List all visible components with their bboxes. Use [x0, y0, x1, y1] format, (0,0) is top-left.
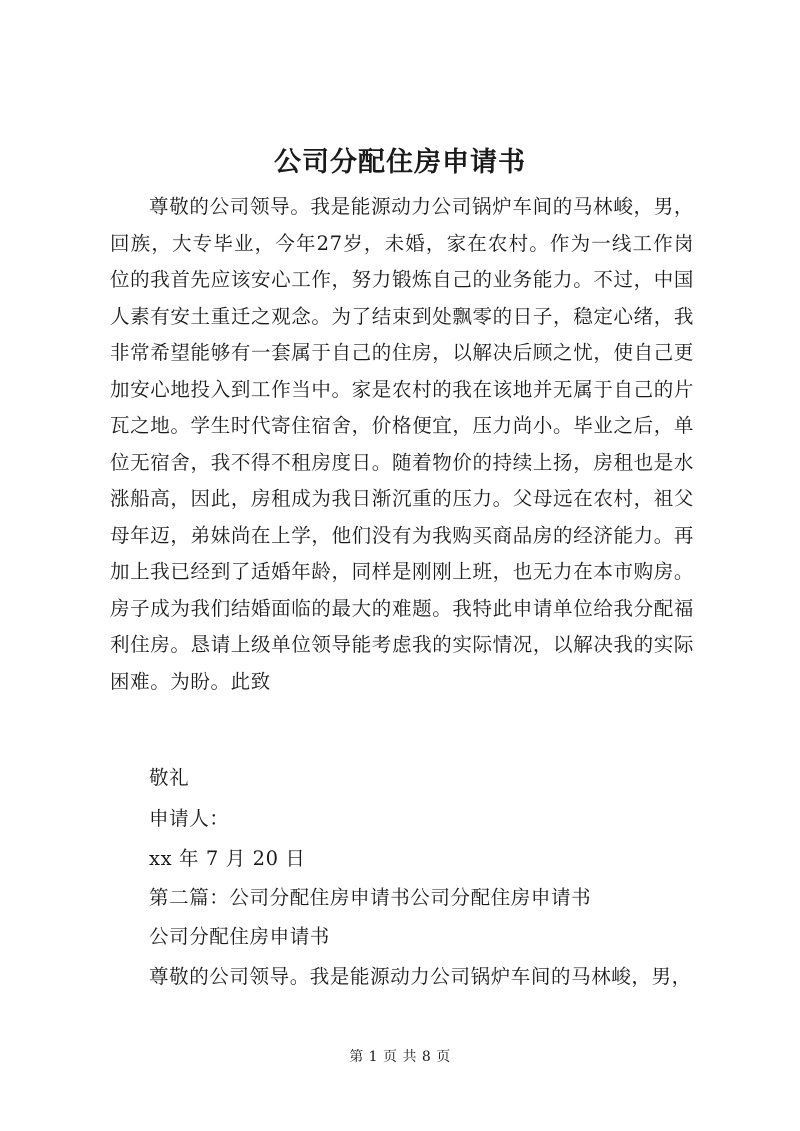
letter-date: xx 年 7 月 20 日 — [149, 847, 306, 870]
second-section-heading: 第二篇：公司分配住房申请书公司分配住房申请书 — [149, 886, 592, 909]
second-section-body-start: 尊敬的公司领导。我是能源动力公司锅炉车间的马林峻，男， — [149, 965, 692, 988]
document-title: 公司分配住房申请书 — [274, 147, 526, 178]
second-section-title: 公司分配住房申请书 — [149, 925, 330, 948]
page-footer: 第 1 页 共 8 页 — [349, 1049, 451, 1065]
salutation: 敬礼 — [149, 766, 190, 789]
applicant-label: 申请人： — [149, 807, 230, 830]
letter-body: 尊敬的公司领导。我是能源动力公司锅炉车间的马林峻，男，回族，大专毕业，今年27岁，未婚，家在农村。作为一线工作岗位的我首先应该安心工作，努力锻炼自己的业务能力。不过，中国人素有安土重迁之观念。为了结束到处飘零的日子，稳定心绪，我非常希望能够有一套属于自己的住房，以解决后顾之忧，使自己更加安心地投入到工作当中。家是农村的我在该地并无属于自己的片瓦之地。学生时代寄住宿舍，价格便宜，压力尚小。毕业之后，单位无宿舍，我不得不租房度日。随着物价的持续上扬，房租也是水涨船高，因此，房租成为我日渐沉重的压力。父母远在农村，祖父母年迈，弟妹尚在上学，他们没有为我购买商品房的经济能力。再加上我已经到了适婚年龄，同样是刚刚上班，也无力在本市购房。房子成为我们结婚面临的最大的难题。我特此申请单位给我分配福利住房。恳请上级单位领导能考虑我的实际情况，以解决我的实际困难。为盼。此致 — [110, 195, 694, 693]
